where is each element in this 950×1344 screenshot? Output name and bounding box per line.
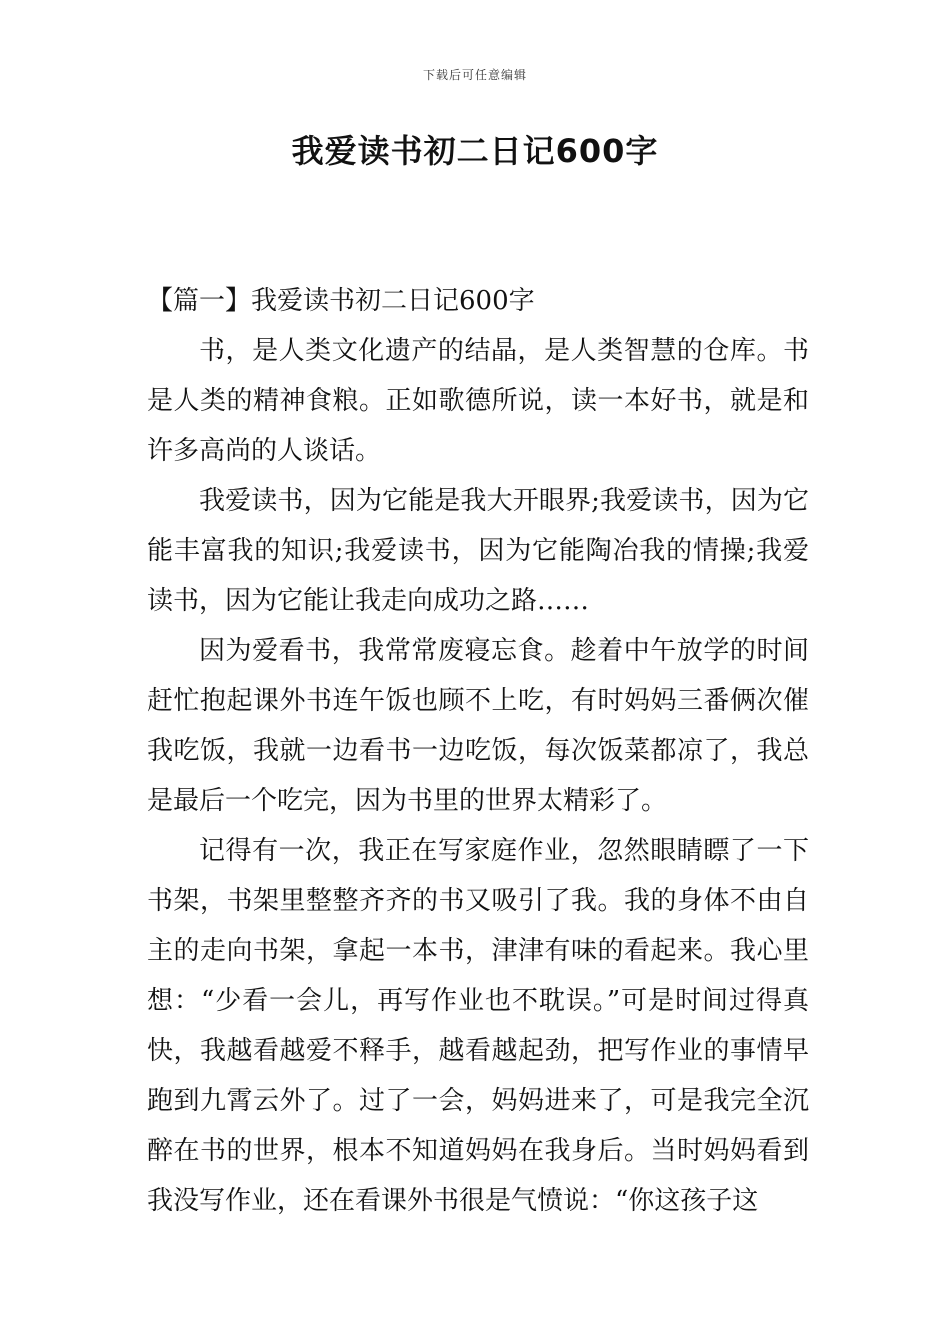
paragraph-2: 我爱读书，因为它能是我大开眼界;我爱读书，因为它能丰富我的知识;我爱读书，因为它能陶冶我的情操;我爱读书，因为它能让我走向成功之路…… <box>147 486 809 616</box>
document-body <box>147 276 809 1226</box>
paragraph-3: 因为爱看书，我常常废寝忘食。趁着中午放学的时间赶忙抱起课外书连午饭也顾不上吃，有时妈妈三番俩次催我吃饭，我就一边看书一边吃饭，每次饭菜都凉了，我总是最后一个吃完，因为书里的世界太精彩了。 <box>147 636 809 816</box>
paragraph-4: 记得有一次，我正在写家庭作业，忽然眼睛瞟了一下书架，书架里整整齐齐的书又吸引了我。我的身体不由自主的走向书架，拿起一本书，津津有味的看起来。我心里想：“少看一会儿，再写作业也不耽误。”可是时间过得真快，我越看越爱不释手，越看越起劲，把写作业的事情早跑到九霄云外了。过了一会，妈妈进来了，可是我完全沉醉在书的世界，根本不知道妈妈在我身后。当时妈妈看到我没写作业，还在看课外书很是气愤说：“你这孩子这 <box>147 836 809 1216</box>
section-heading: 【篇一】我爱读书初二日记600字 <box>147 286 535 316</box>
document-title: 我爱读书初二日记600字 <box>291 132 659 170</box>
paragraph-1: 书，是人类文化遗产的结晶，是人类智慧的仓库。书是人类的精神食粮。正如歌德所说，读一本好书，就是和许多高尚的人谈话。 <box>147 336 809 466</box>
header-note: 下载后可任意编辑 <box>422 68 527 82</box>
